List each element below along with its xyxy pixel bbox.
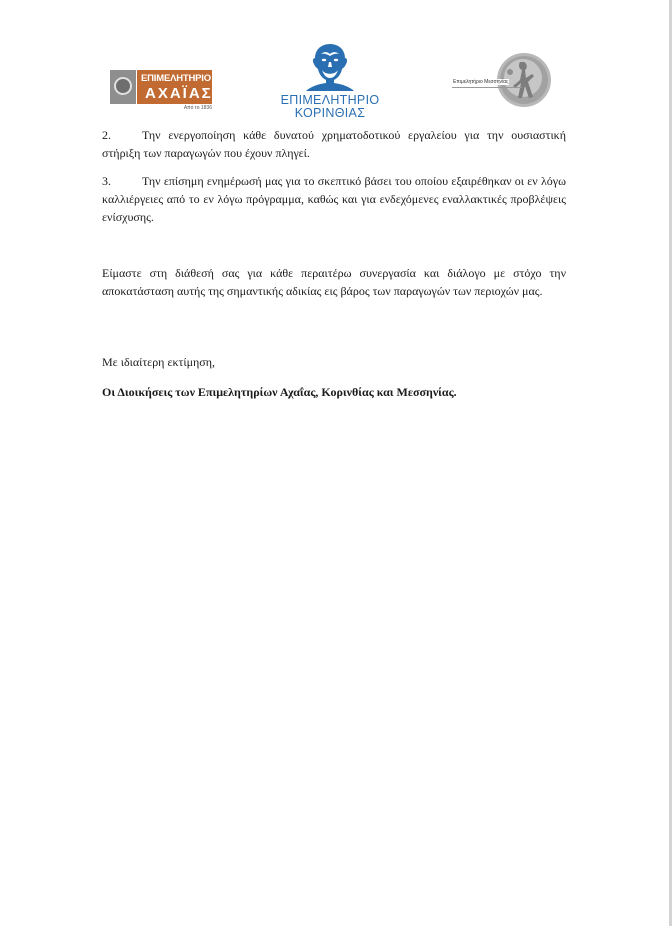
- list-item-2-text: Την ενεργοποίηση κάθε δυνατού χρηματοδοτικού εργαλείου για την ουσιαστική στήριξη των παραγωγών που έχουν πληγεί.: [102, 128, 566, 160]
- list-item-3-text: Την επίσημη ενημέρωσή μας για το σκεπτικό βάσει του οποίου εξαιρέθηκαν οι εν λόγω καλλιέργειες από το εν λόγω πρόγραμμα, καθώς και για ενδεχόμενες εναλλακτικές προβλέψεις ενίσχυσης.: [102, 174, 566, 224]
- korinthia-chamber-logo: [268, 42, 392, 118]
- korinthia-logo-line2: ΚΟΡΙΝΘΙΑΣ: [294, 106, 366, 120]
- bust-icon: [300, 42, 360, 92]
- list-item-2: [102, 126, 566, 162]
- messinia-chamber-logo: [452, 52, 562, 110]
- list-item-3: [102, 172, 566, 226]
- achaia-logo-line1: ΕΠΙΜΕΛΗΤΗΡΙΟ: [141, 73, 211, 84]
- signature-line: Οι Διοικήσεις των Επιμελητηρίων Αχαΐας, Κορινθίας και Μεσσηνίας.: [102, 385, 457, 399]
- seal-icon: [110, 70, 136, 104]
- achaia-logo-since: Από το 1836: [183, 105, 212, 111]
- messinia-logo-label: Επιμελητήριο Μεσσηνίας: [453, 79, 509, 85]
- achaia-chamber-logo: [110, 70, 212, 112]
- messinia-logo-rule: [452, 87, 522, 88]
- achaia-logo-line2: ΑΧΑΪΑΣ: [145, 85, 213, 102]
- list-item-3-number: 3.: [102, 174, 111, 188]
- availability-paragraph: Είμαστε στη διάθεσή σας για κάθε περαιτέρω συνεργασία και διάλογο με στόχο την αποκατάσταση αυτής της σημαντικής αδικίας εις βάρος των παραγωγών των περιοχών μας.: [102, 266, 566, 298]
- list-item-2-number: 2.: [102, 128, 111, 142]
- korinthia-logo-line1: ΕΠΙΜΕΛΗΤΗΡΙΟ: [280, 93, 380, 107]
- closing-line: Με ιδιαίτερη εκτίμηση,: [102, 355, 216, 369]
- achaia-logo-box: [137, 70, 212, 104]
